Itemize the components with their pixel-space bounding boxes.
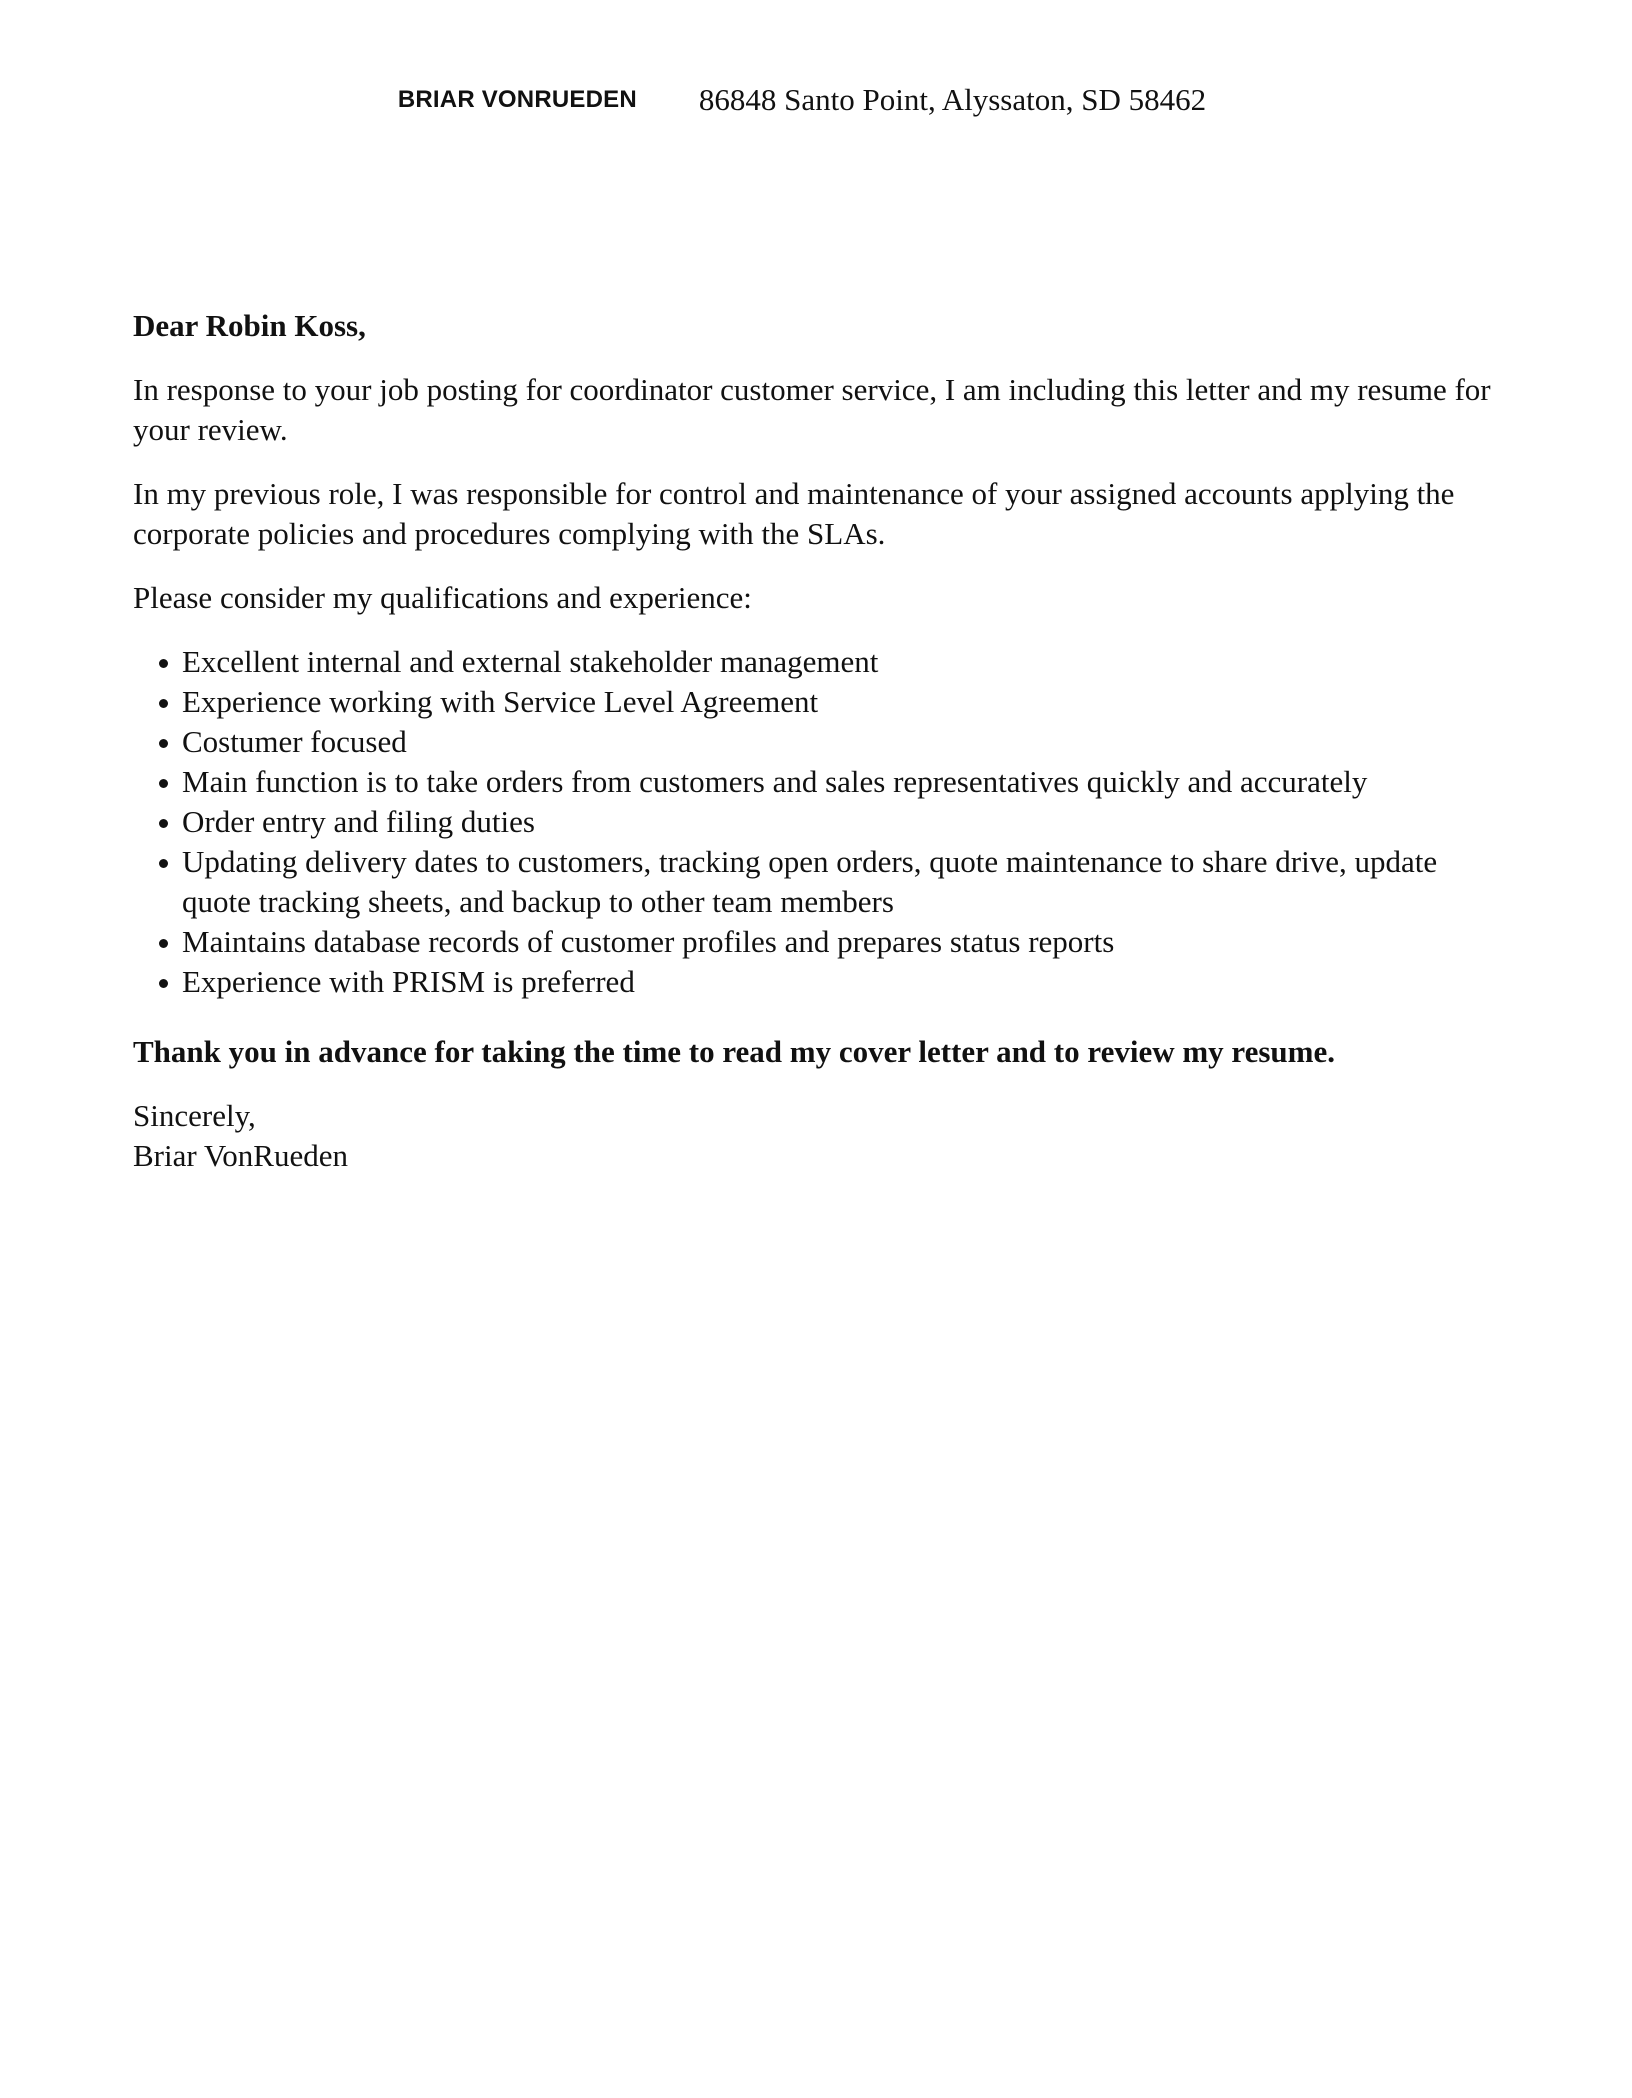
bullet-icon xyxy=(159,859,168,868)
sender-name: BRIAR VONRUEDEN xyxy=(397,86,637,113)
greeting: Dear Robin Koss, xyxy=(133,308,366,343)
list-item-text: Order entry and filing duties xyxy=(182,804,535,839)
previous-role-paragraph: In my previous role, I was responsible for control and maintenance of your assigned accounts applying the corporate policies and procedures complying with the SLAs. xyxy=(133,476,1455,551)
list-item-text: Costumer focused xyxy=(182,724,407,759)
list-item-text: Main function is to take orders from customers and sales representatives quickly and accurately xyxy=(182,764,1368,799)
list-item xyxy=(182,802,1499,842)
bullet-icon xyxy=(159,739,168,748)
bullet-icon xyxy=(159,659,168,668)
qualifications-lead: Please consider my qualifications and experience: xyxy=(133,580,752,615)
qualifications-list xyxy=(133,642,1499,1002)
list-item xyxy=(182,722,1499,762)
bullet-icon xyxy=(159,939,168,948)
thanks-paragraph: Thank you in advance for taking the time to read my cover letter and to review my resume. xyxy=(133,1034,1336,1069)
list-item xyxy=(182,642,1499,682)
list-item xyxy=(182,922,1499,962)
list-item xyxy=(182,842,1499,922)
list-item-text: Maintains database records of customer profiles and prepares status reports xyxy=(182,924,1115,959)
sender-address: 86848 Santo Point, Alyssaton, SD 58462 xyxy=(698,82,1207,117)
intro-paragraph: In response to your job posting for coordinator customer service, I am including this letter and my resume for your review. xyxy=(133,372,1491,447)
bullet-icon xyxy=(159,819,168,828)
bullet-icon xyxy=(159,779,168,788)
closing-salutation: Sincerely, xyxy=(133,1098,256,1133)
signature-name: Briar VonRueden xyxy=(133,1138,348,1173)
letterhead xyxy=(0,82,1632,118)
list-item-text: Experience with PRISM is preferred xyxy=(182,964,635,999)
closing-block xyxy=(133,1096,1499,1176)
list-item xyxy=(182,962,1499,1002)
list-item-text: Updating delivery dates to customers, tracking open orders, quote maintenance to share drive, update quote tracking sheets, and backup to other team members xyxy=(182,844,1438,919)
list-item xyxy=(182,762,1499,802)
bullet-icon xyxy=(159,979,168,988)
list-item-text: Excellent internal and external stakeholder management xyxy=(182,644,879,679)
bullet-icon xyxy=(159,699,168,708)
list-item-text: Experience working with Service Level Agreement xyxy=(182,684,819,719)
letter-body xyxy=(133,306,1499,1200)
list-item xyxy=(182,682,1499,722)
